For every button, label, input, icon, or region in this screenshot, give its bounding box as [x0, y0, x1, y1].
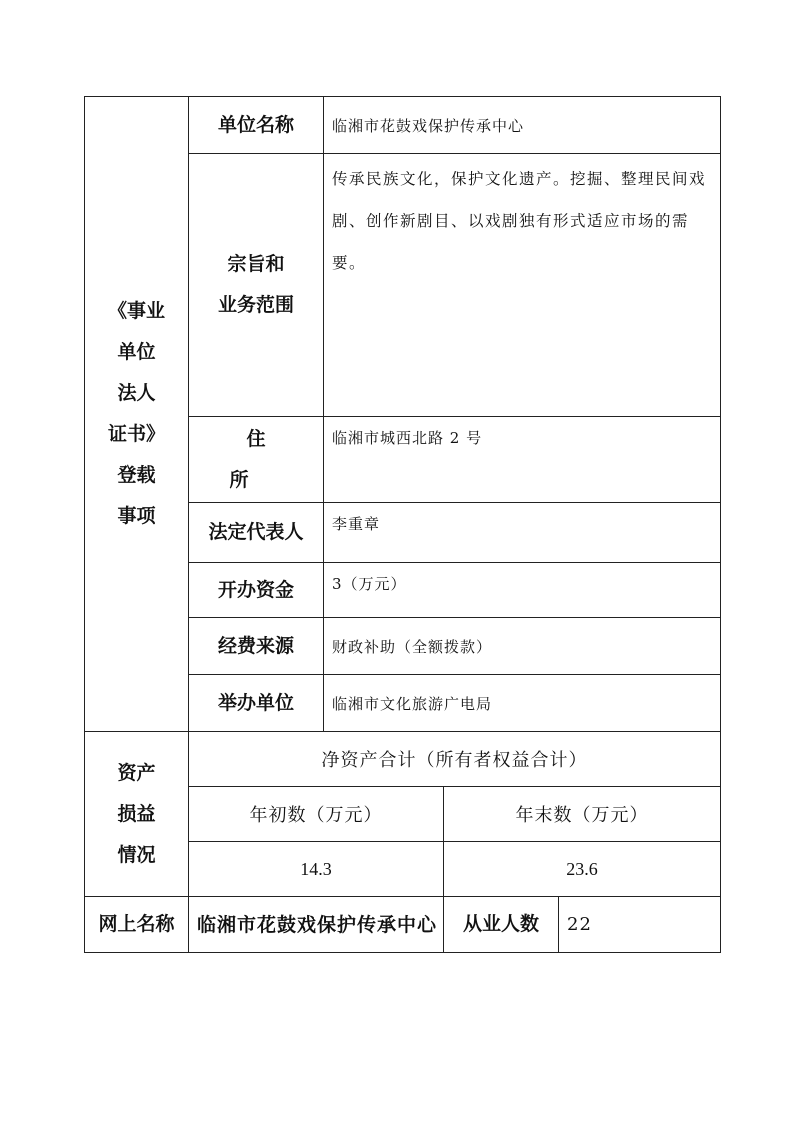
- purpose-label: 宗旨和 业务范围: [189, 154, 324, 417]
- registration-table: [84, 96, 721, 953]
- staff-count-value: 22: [559, 897, 721, 953]
- purpose-value: 传承民族文化，保护文化遗产。挖掘、整理民间戏剧、创作新剧目、以戏剧独有形式适应市场的需要。: [324, 154, 721, 417]
- capital-value: 3（万元）: [324, 563, 721, 618]
- sponsor-label: 举办单位: [189, 675, 324, 732]
- staff-count-label: 从业人数: [444, 897, 559, 953]
- begin-year-value: 14.3: [189, 842, 444, 897]
- row-online-name: [85, 897, 721, 953]
- funding-value: 财政补助（全额拨款）: [324, 618, 721, 675]
- row-unit-name: [85, 97, 721, 154]
- capital-label: 开办资金: [189, 563, 324, 618]
- funding-label: 经费来源: [189, 618, 324, 675]
- net-assets-header: 净资产合计（所有者权益合计）: [189, 732, 721, 787]
- end-year-value: 23.6: [444, 842, 721, 897]
- sponsor-value: 临湘市文化旅游广电局: [324, 675, 721, 732]
- unit-name-label: 单位名称: [189, 97, 324, 154]
- legal-rep-label: 法定代表人: [189, 503, 324, 563]
- section-certificate-label: 《事业 单位 法人 证书》 登载 事项: [85, 97, 189, 732]
- address-value: 临湘市城西北路 2 号: [324, 417, 721, 503]
- legal-rep-value: 李重章: [324, 503, 721, 563]
- end-year-label: 年末数（万元）: [444, 787, 721, 842]
- online-name-label: 网上名称: [85, 897, 189, 953]
- begin-year-label: 年初数（万元）: [189, 787, 444, 842]
- section-assets-label: 资产 损益 情况: [85, 732, 189, 897]
- row-net-assets-header: [85, 732, 721, 787]
- address-label: 住 所: [189, 417, 324, 503]
- unit-name-value: 临湘市花鼓戏保护传承中心: [324, 97, 721, 154]
- online-name-value: 临湘市花鼓戏保护传承中心: [189, 897, 444, 953]
